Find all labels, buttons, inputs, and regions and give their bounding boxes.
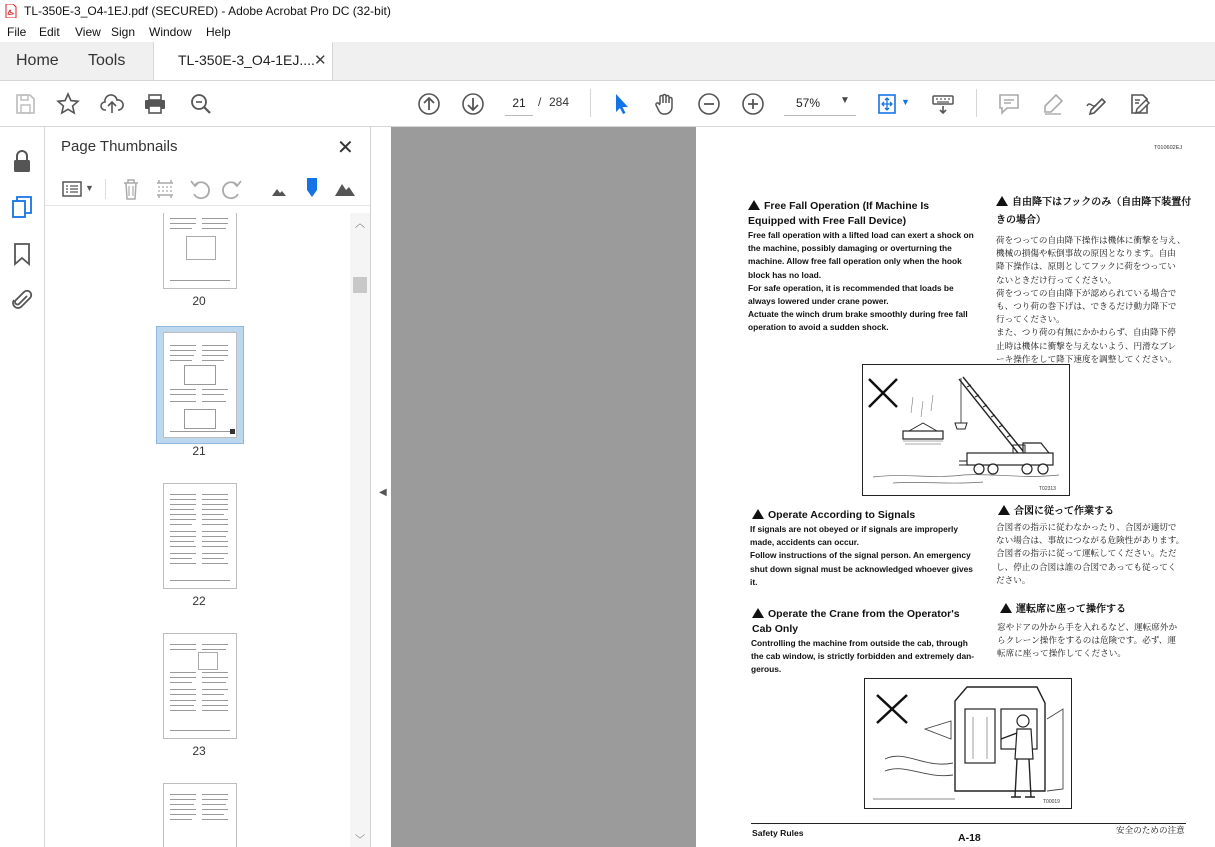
window-title-bar xyxy=(0,0,1215,22)
pdf-file-icon xyxy=(5,4,17,18)
tab-document[interactable] xyxy=(153,42,333,80)
main-toolbar xyxy=(0,81,1215,127)
menu-help[interactable]: Help xyxy=(206,25,231,39)
close-tab-icon[interactable]: ✕ xyxy=(314,52,327,69)
footer-right: 安全のための注意 xyxy=(1116,825,1185,835)
bookmark-icon[interactable] xyxy=(13,242,31,266)
menu-sign[interactable]: Sign xyxy=(111,25,136,39)
toolbar-divider xyxy=(590,89,591,117)
page-total: 284 xyxy=(549,95,570,109)
warning-icon xyxy=(998,505,1010,515)
menu-window[interactable]: Window xyxy=(149,25,192,39)
zoom-in-icon[interactable] xyxy=(741,92,765,116)
page-code: T010602EJ xyxy=(1154,145,1183,151)
page-thumbnail[interactable] xyxy=(163,483,237,589)
pdf-page xyxy=(696,127,1215,847)
page-display-icon[interactable] xyxy=(931,92,955,116)
options-chevron-icon[interactable]: ▼ xyxy=(85,183,94,193)
page-separator: / xyxy=(538,95,542,109)
extract-page-icon[interactable] xyxy=(155,178,175,200)
save-icon[interactable] xyxy=(13,92,37,116)
lock-icon[interactable] xyxy=(11,149,33,173)
sign-pen-icon[interactable] xyxy=(1085,92,1109,116)
page-thumbnail[interactable] xyxy=(163,783,237,847)
highlight-pen-icon[interactable] xyxy=(1041,92,1065,116)
menu-edit[interactable]: Edit xyxy=(39,25,60,39)
fit-page-icon[interactable] xyxy=(876,92,900,116)
section-title-jp: 合図に従って作業する xyxy=(998,503,1194,521)
window-title: TL-350E-3_O4-1EJ.pdf (SECURED) - Adobe Acrobat Pro DC (32-bit) xyxy=(24,4,391,18)
thumbnail-list xyxy=(45,213,350,847)
scrollbar-thumb[interactable] xyxy=(353,277,367,293)
page-thumbnail[interactable] xyxy=(163,633,237,739)
page-number-input[interactable]: 21 xyxy=(505,91,533,116)
star-icon[interactable] xyxy=(56,92,80,116)
page-thumbnail-current[interactable] xyxy=(163,332,237,438)
comment-icon[interactable] xyxy=(997,92,1021,116)
section-body-jp: 合図者の指示に従わなかったり、合図が適切で ない場合は、事故につながる危険性があります。 合図者の指示に従って運転してください。ただ し、停止の合図は誰の合図であっても従ってく ださい。 xyxy=(996,522,1185,585)
chevron-down-icon: ▼ xyxy=(840,95,850,106)
panel-title: Page Thumbnails xyxy=(61,138,178,155)
scroll-up-icon[interactable]: ︿ xyxy=(355,219,365,230)
collapse-panel-icon[interactable]: ◀ xyxy=(379,487,387,498)
footer-page-number: A-18 xyxy=(958,832,981,844)
thumbnail-size-slider-icon[interactable] xyxy=(305,177,319,199)
thumbnail-page-number: 22 xyxy=(192,594,206,608)
thumbnail-page-number: 23 xyxy=(192,744,206,758)
tab-tools[interactable]: Tools xyxy=(88,52,126,69)
figure-code: T00019 xyxy=(1043,799,1060,805)
warning-icon xyxy=(996,196,1008,206)
figure-code: T02313 xyxy=(1039,486,1056,492)
share-upload-icon[interactable] xyxy=(100,92,124,116)
rotate-left-icon[interactable] xyxy=(189,178,211,200)
section-body-jp: 窓やドアの外から手を入れるなど、運転席外か らクレーン操作をするのは危険です。必ず、運 転席に座って操作してください。 xyxy=(997,622,1178,659)
navigation-rail xyxy=(0,127,45,847)
operator-cab-illustration xyxy=(864,678,1072,809)
section-title-en: Free Fall Operation (If Machine Is Equipped with Free Fall Device) xyxy=(748,200,930,227)
warning-icon xyxy=(748,200,760,210)
hand-tool-icon[interactable] xyxy=(653,92,677,116)
crane-free-fall-illustration xyxy=(862,364,1070,496)
attachment-icon[interactable] xyxy=(11,288,33,312)
section-title-jp: 運転席に座って操作する xyxy=(1000,601,1196,619)
zoom-level-value: 57% xyxy=(796,96,821,110)
page-thumbnails-panel xyxy=(45,127,371,847)
section-title-en: Operate the Crane from the Operator's Cab Only xyxy=(752,608,960,635)
warning-icon xyxy=(752,608,764,618)
fit-page-chevron-icon[interactable]: ▼ xyxy=(901,97,910,107)
tab-document-label: TL-350E-3_O4-1EJ.... xyxy=(178,52,315,68)
rotate-right-icon[interactable] xyxy=(221,178,243,200)
warning-icon xyxy=(752,509,764,519)
cab-drawing xyxy=(865,679,1071,808)
next-page-icon[interactable] xyxy=(461,92,485,116)
warning-icon xyxy=(1000,603,1012,613)
page-thumbnails-icon[interactable] xyxy=(11,195,33,219)
thumbnail-page-number: 21 xyxy=(192,444,206,458)
section-body-en: If signals are not obeyed or if signals are improperly made, accidents can occur. Follow instructions of the signal person. An emergency shut down signal must be acknowledged whoever gives it. xyxy=(750,524,973,587)
search-zoom-icon[interactable] xyxy=(189,92,213,116)
print-icon[interactable] xyxy=(143,92,167,116)
scroll-down-icon[interactable]: ﹀ xyxy=(355,835,365,846)
toolbar-divider xyxy=(105,179,106,199)
menu-bar xyxy=(0,22,1215,42)
menu-file[interactable]: File xyxy=(7,25,27,39)
footer-left: Safety Rules xyxy=(752,828,804,838)
previous-page-icon[interactable] xyxy=(417,92,441,116)
smaller-thumbnails-icon[interactable] xyxy=(271,185,287,197)
thumbnail-page-number: 20 xyxy=(192,294,206,308)
tab-home[interactable]: Home xyxy=(16,52,59,69)
options-menu-icon[interactable] xyxy=(62,181,82,197)
section-body-en: Controlling the machine from outside the cab, through the cab window, is strictly forbidden and extremely dan- gerous. xyxy=(751,638,975,675)
zoom-level-select[interactable] xyxy=(784,91,856,116)
delete-page-icon[interactable] xyxy=(121,178,141,200)
section-body-jp: 荷をつっての自由降下操作は機体に衝撃を与え、 機械の損傷や転倒事故の原因となります。自由 降下操作は、原則としてフックに荷をつってい ないときだけ行ってください。 荷をつっての自由降下が認められている場合で も、つり荷の巻下げは、できるだけ動力降下で 行ってください。 また、つり荷の有無にかかわらず、自由降下停 止時は機体に衝撃を与えないよう、円滑なブレ ーキ操作をして降下速度を調整してください。 xyxy=(996,235,1186,364)
section-title-jp: 自由降下はフックのみ（自由降下装置付きの場合） xyxy=(996,197,1192,226)
thumbnail-toolbar xyxy=(45,171,370,206)
larger-thumbnails-icon[interactable] xyxy=(334,179,356,197)
select-cursor-icon[interactable] xyxy=(610,92,634,116)
tab-bar xyxy=(0,42,1215,81)
thumbnail-scrollbar[interactable] xyxy=(350,213,370,847)
toolbar-divider xyxy=(976,89,977,117)
menu-view[interactable]: View xyxy=(75,25,101,39)
page-thumbnail[interactable] xyxy=(163,213,237,289)
section-body-en: Free fall operation with a lifted load can exert a shock on the machine, possibly damaging or overturning the machine. Allow free fall operation only when the hook block has no load. For safe operation, it is recommended that loads be always lowered under crane power. Actuate the winch drum brake smoothly during free fall operation to avoid a sudden shock. xyxy=(748,230,974,333)
section-title-en: Operate According to Signals xyxy=(752,508,982,523)
crane-drawing xyxy=(863,365,1069,495)
document-gutter xyxy=(371,127,696,847)
zoom-out-icon[interactable] xyxy=(697,92,721,116)
edit-pdf-icon[interactable] xyxy=(1128,92,1152,116)
close-panel-icon[interactable]: ✕ xyxy=(337,137,354,159)
